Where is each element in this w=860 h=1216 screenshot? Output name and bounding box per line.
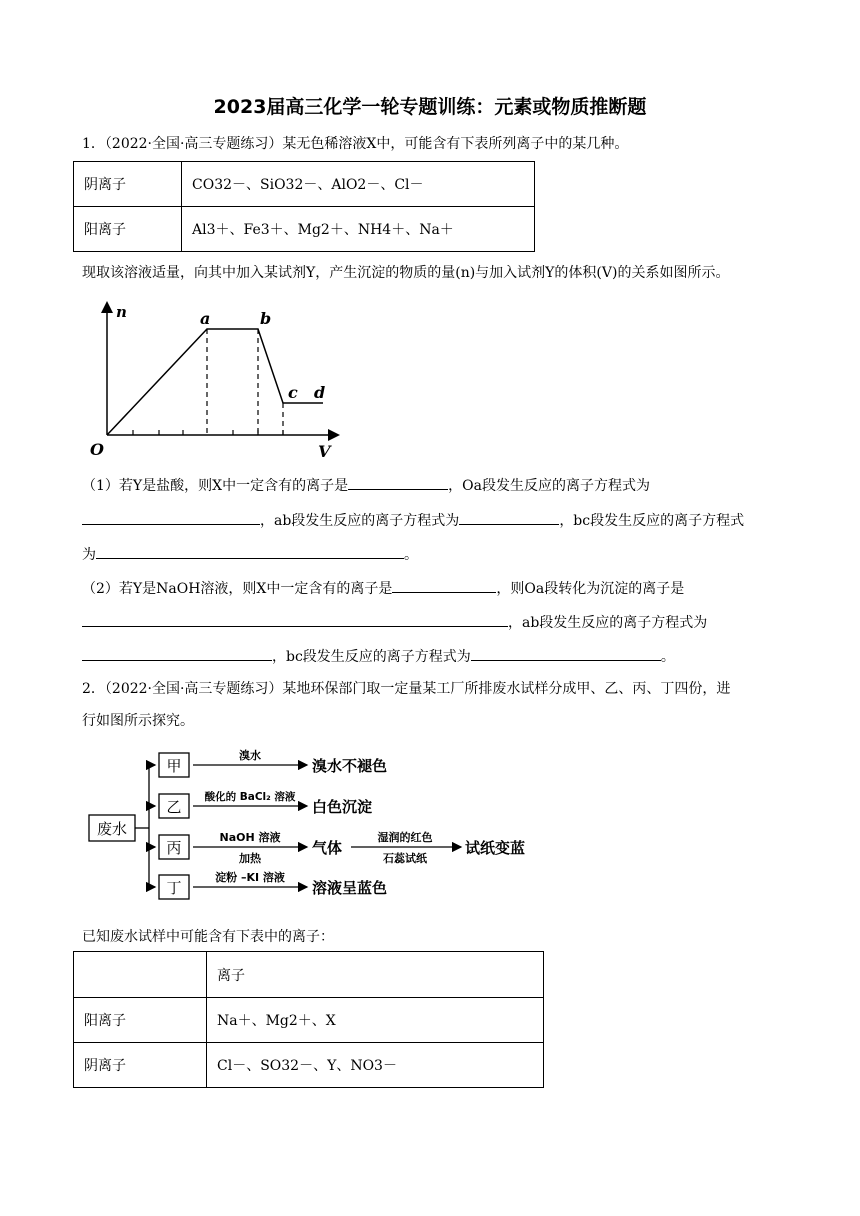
precipitate-curve [107, 329, 326, 435]
guide-lines [207, 329, 283, 435]
branch-bracket [135, 765, 155, 887]
q1-part2-line3 [82, 646, 675, 667]
q1-part1-line3 [82, 544, 418, 565]
q2-intro-line2: 行如图所示探究。 [82, 713, 194, 729]
table-row [74, 998, 544, 1043]
answer-blank[interactable] [392, 578, 496, 593]
q1-part2-line1 [82, 578, 684, 599]
v-label: V [318, 442, 331, 461]
text-run: 。 [404, 547, 418, 563]
sample-yi: 乙 [166, 798, 182, 816]
result-yi: 白色沉淀 [312, 798, 373, 816]
origin-label: O [90, 440, 104, 459]
text-run: （1）若Y是盐酸，则X中一定含有的离子是 [82, 478, 349, 494]
row-value: Cl－、SO32－、Y、NO3－ [207, 1043, 544, 1088]
point-d-label: d [314, 383, 326, 402]
sample-jia: 甲 [166, 757, 182, 775]
result-ding: 溶液呈蓝色 [312, 879, 388, 897]
row-label: 阴离子 [74, 1043, 207, 1088]
q1-description: 现取该溶液适量，向其中加入某试剂Y，产生沉淀的物质的量(n)与加入试剂Y的体积(V)的关系如图所示。 [82, 265, 730, 281]
point-a-label: a [200, 309, 211, 328]
table-row [74, 952, 544, 998]
row-value: CO32－、SiO32－、AlO2－、Cl－ [182, 162, 535, 207]
text-run: 。 [660, 649, 675, 665]
row-value: Al3＋、Fe3＋、Mg2＋、NH4＋、Na＋ [182, 207, 535, 252]
n-label: n [116, 303, 127, 321]
text-run: ，Oa段发生反应的离子方程式为 [448, 478, 650, 494]
text-run: 为 [82, 547, 96, 563]
answer-blank[interactable] [471, 646, 661, 661]
row-label: 阳离子 [74, 998, 207, 1043]
answer-blank[interactable] [96, 544, 404, 559]
answer-blank[interactable] [82, 510, 260, 525]
text-run: ，ab段发生反应的离子方程式为 [260, 513, 460, 529]
text-run: （2）若Y是NaOH溶液，则X中一定含有的离子是 [82, 581, 393, 597]
text-run: ，bc段发生反应的离子方程式为 [272, 649, 471, 665]
q1-ion-table [73, 161, 535, 252]
q1-part1-line2 [82, 510, 744, 531]
text-run: ，则Oa段转化为沉淀的离子是 [496, 581, 685, 597]
header-cell [74, 952, 207, 998]
answer-blank[interactable] [459, 510, 559, 525]
q1-part1-line1 [82, 475, 650, 496]
q1-intro: 1．（2022·全国·高三专题练习）某无色稀溶液X中，可能含有下表所列离子中的某几种。 [82, 136, 629, 152]
point-c-label: c [288, 383, 298, 402]
source-label: 废水 [96, 820, 128, 838]
q2-ion-table [73, 951, 544, 1088]
table-row [74, 1043, 544, 1088]
header-cell: 离子 [207, 952, 544, 998]
sample-ding: 丁 [166, 879, 182, 897]
answer-blank[interactable] [348, 475, 448, 490]
answer-blank[interactable] [82, 646, 272, 661]
reagent-ding: 淀粉 –KI 溶液 [215, 871, 285, 884]
gas-label: 气体 [312, 839, 343, 857]
table-row [74, 162, 535, 207]
table-row [74, 207, 535, 252]
point-b-label: b [260, 309, 272, 328]
q2-known: 已知废水试样中可能含有下表中的离子： [82, 929, 334, 945]
row-label: 阳离子 [74, 207, 182, 252]
page-title: 2023届高三化学一轮专题训练：元素或物质推断题 [213, 96, 647, 118]
row-label: 阴离子 [74, 162, 182, 207]
result-bing: 试纸变蓝 [465, 839, 526, 857]
sample-bing: 丙 [166, 839, 182, 857]
answer-blank[interactable] [82, 612, 508, 627]
reagent-jia: 溴水 [239, 749, 261, 762]
text-run: ，bc段发生反应的离子方程式 [559, 513, 745, 529]
q1-graph [82, 297, 342, 465]
reagent-bing-bottom: 加热 [239, 852, 261, 865]
q2-intro-line1: 2．（2022·全国·高三专题练习）某地环保部门取一定量某工厂所排废水试样分成甲、乙、丙、丁四份，进 [82, 681, 731, 697]
q1-part2-line2 [82, 612, 707, 633]
q2-flow-diagram [85, 745, 545, 905]
paper-top: 湿润的红色 [377, 831, 433, 844]
text-run: ，ab段发生反应的离子方程式为 [508, 615, 708, 631]
row-value: Na＋、Mg2＋、X [207, 998, 544, 1043]
reagent-bing-top: NaOH 溶液 [219, 831, 281, 844]
paper-bottom: 石蕊试纸 [383, 852, 427, 865]
reagent-yi: 酸化的 BaCl₂ 溶液 [204, 791, 296, 803]
result-jia: 溴水不褪色 [312, 757, 388, 775]
